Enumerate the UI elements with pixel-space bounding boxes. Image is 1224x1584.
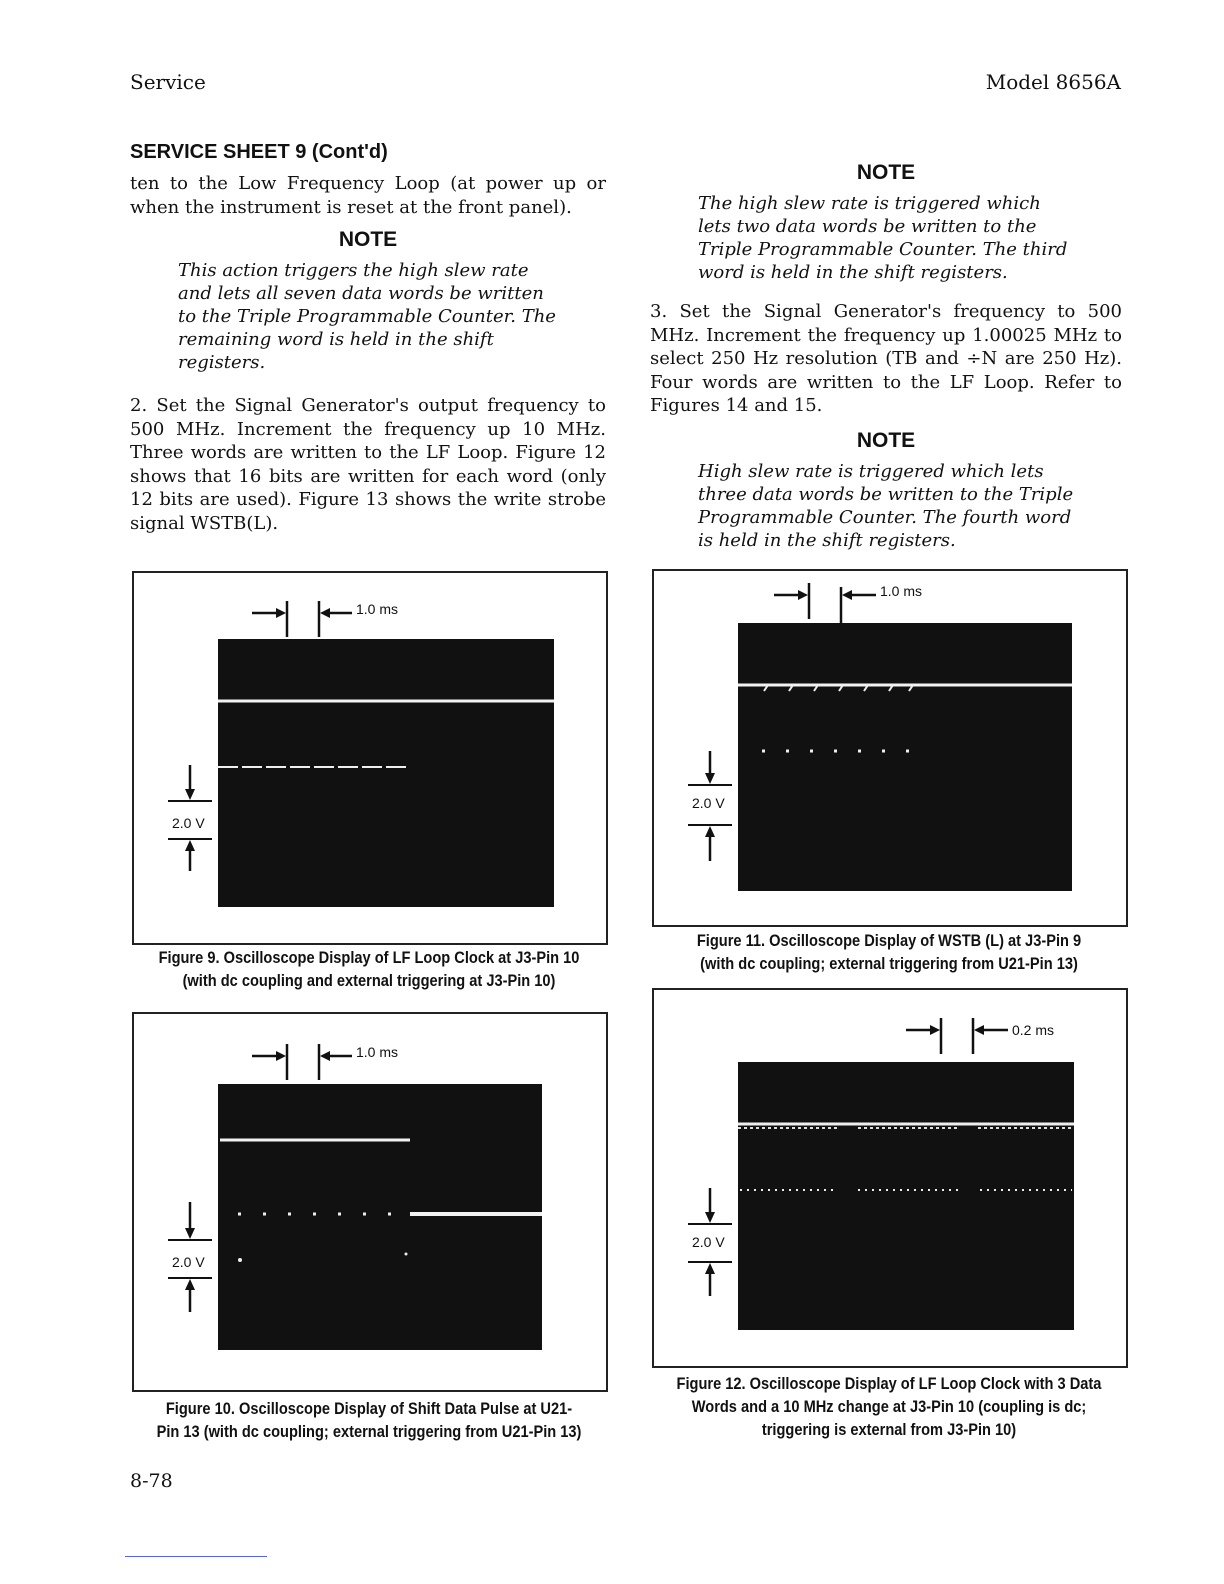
time-scale-label: 0.2 ms (1012, 1022, 1055, 1038)
note-title: NOTE (856, 428, 916, 452)
caption-line: Figure 9. Oscilloscope Display of LF Loop Clock at J3-Pin 10 (158, 948, 580, 967)
note-body: This action triggers the high slew rate and lets all seven data words be written to the Triple Programmable Counter. The remaining word is held in the shift registers. (178, 260, 556, 373)
time-scale-marker (904, 1016, 1024, 1056)
volt-scale-label: 2.0 V (692, 795, 725, 811)
step-2-paragraph: 2. Set the Signal Generator's output frequency to 500 MHz. Increment the frequency up 10 MHz. Three words are written to the LF Loop. Figure 12 shows that 16 bits are written for each word (only 12 bits are used). Figure 13 shows the write strobe signal WSTB(L). (130, 395, 606, 534)
right-column (650, 160, 1122, 552)
caption-line: (with dc coupling; external triggering from U21-Pin 13) (700, 954, 1078, 973)
caption-line: triggering is external from J3-Pin 10) (761, 1420, 1017, 1439)
time-scale-label: 1.0 ms (356, 601, 399, 617)
note-title: NOTE (856, 161, 916, 184)
sheet-title: SERVICE SHEET 9 (Cont'd) (130, 141, 388, 163)
figure-12-caption (663, 1372, 1115, 1441)
caption-line: Figure 11. Oscilloscope Display of WSTB (L) at J3-Pin 9 (696, 931, 1082, 950)
caption-line: Pin 13 (with dc coupling; external triggering from U21-Pin 13) (156, 1422, 582, 1441)
volt-scale-label: 2.0 V (172, 815, 205, 831)
caption-line: Figure 10. Oscilloscope Display of Shift Data Pulse at U21- (165, 1399, 573, 1418)
waveform (218, 1084, 542, 1350)
step-3-paragraph: 3. Set the Signal Generator's frequency to 500 MHz. Increment the frequency up 1.00025 MHz to select 250 Hz resolution (TB and ÷N are 250 Hz). Four words are written to the LF Loop. Refer to Figures 14 and 15. (650, 301, 1122, 416)
time-scale-label: 1.0 ms (356, 1044, 399, 1060)
page-number: 8-78 (130, 1470, 173, 1492)
waveform (218, 639, 554, 907)
intro-paragraph: ten to the Low Frequency Loop (at power up or when the instrument is reset at the front panel). (130, 173, 606, 218)
volt-scale-label: 2.0 V (172, 1254, 205, 1270)
note-body: High slew rate is triggered which lets three data words be written to the Triple Programmable Counter. The fourth word is held in the shift registers. (698, 460, 1074, 551)
caption-line: Figure 12. Oscilloscope Display of LF Loop Clock with 3 Data (676, 1374, 1102, 1393)
figure-9-frame (132, 571, 608, 945)
figure-12-frame (652, 988, 1128, 1368)
waveform (738, 1062, 1074, 1330)
volt-scale-label: 2.0 V (692, 1234, 725, 1250)
footer-rule (125, 1556, 267, 1557)
time-scale-marker (772, 581, 892, 621)
note-title: NOTE (338, 228, 398, 251)
figure-9-caption (143, 946, 595, 992)
figure-10-caption (143, 1397, 595, 1443)
waveform (738, 623, 1072, 891)
figure-11-caption (663, 929, 1115, 975)
caption-line: (with dc coupling and external triggering at J3-Pin 10) (182, 971, 556, 990)
oscilloscope-screen (218, 639, 554, 907)
time-scale-marker (244, 1042, 364, 1082)
oscilloscope-screen (738, 623, 1072, 891)
oscilloscope-screen (738, 1062, 1074, 1330)
note-body: The high slew rate is triggered which lets two data words be written to the Triple Programmable Counter. The third word is held in the shift registers. (698, 193, 1068, 283)
caption-line: Words and a 10 MHz change at J3-Pin 10 (coupling is dc; (691, 1397, 1087, 1416)
time-scale-label: 1.0 ms (880, 583, 923, 599)
header-model: Model 8656A (985, 70, 1121, 94)
time-scale-marker (244, 599, 364, 639)
figure-10-frame (132, 1012, 608, 1392)
figure-11-frame (652, 569, 1128, 927)
left-column (130, 172, 606, 535)
header-section: Service (130, 70, 206, 94)
oscilloscope-screen (218, 1084, 542, 1350)
